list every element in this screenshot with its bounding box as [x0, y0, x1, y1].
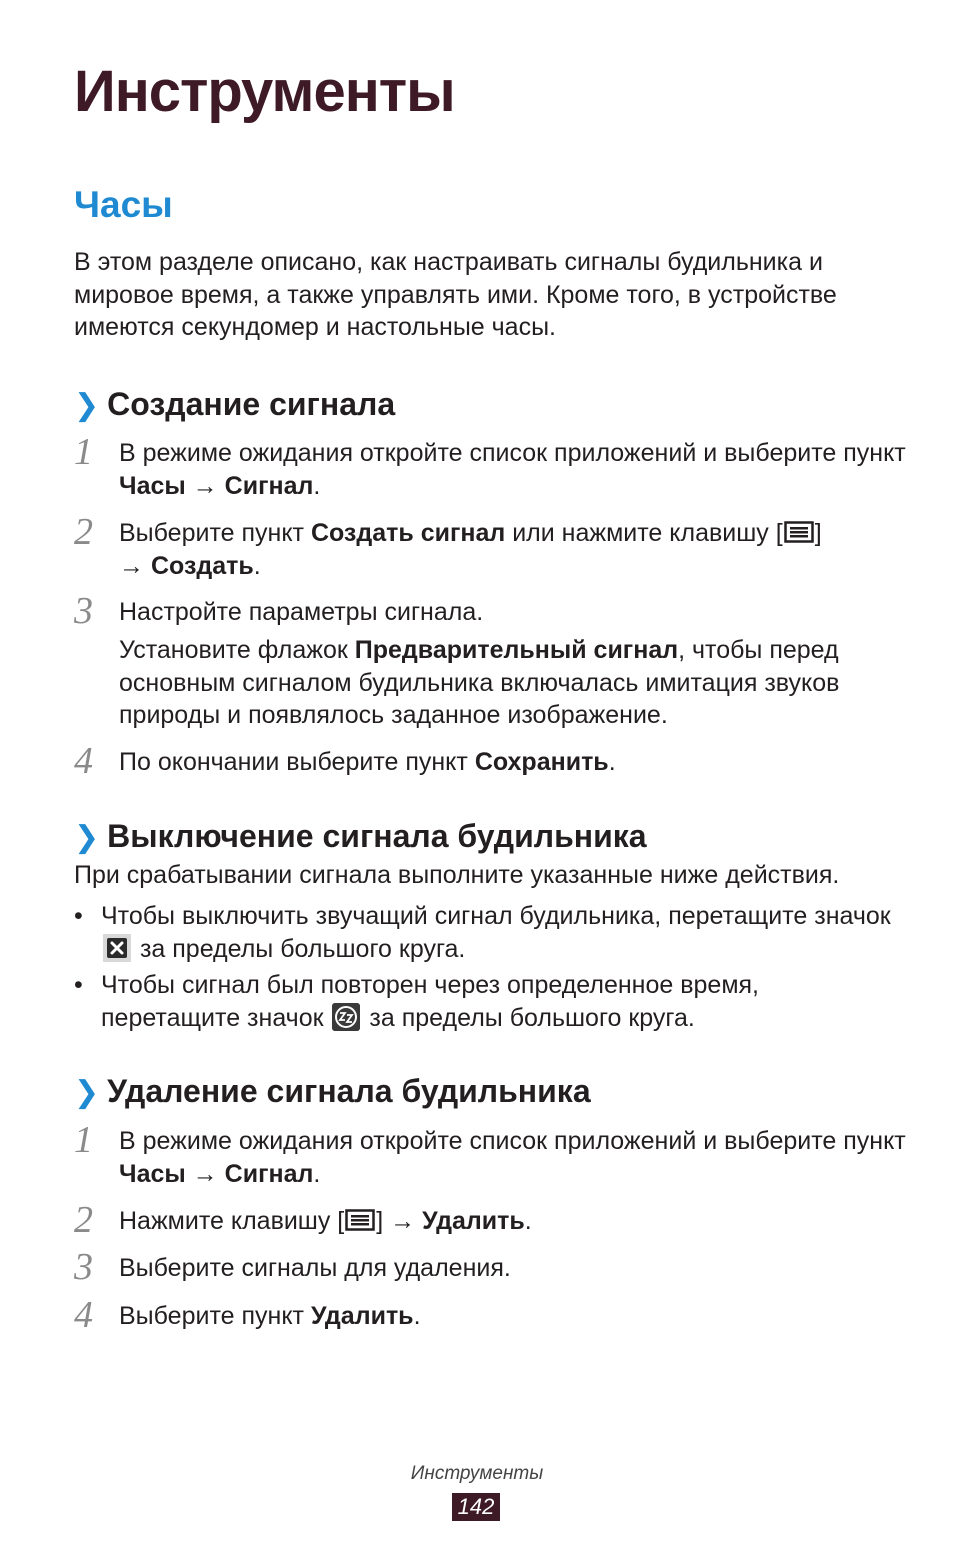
chapter-title: Инструменты	[74, 59, 455, 124]
menu-path-delete: Удалить	[310, 1302, 414, 1330]
period: .	[524, 1207, 532, 1235]
snooze-zz-icon	[332, 1003, 360, 1031]
subhead-create-label: Создание сигнала	[107, 386, 396, 422]
step-text: Установите флажок	[119, 636, 355, 664]
delete-step-1	[119, 1125, 909, 1190]
subhead-delete-alarm	[74, 1069, 591, 1115]
create-step-1	[119, 437, 909, 502]
step-text: По окончании выберите пункт	[119, 748, 475, 776]
bullet: •	[74, 971, 83, 999]
create-step-3-note	[119, 634, 909, 732]
step-text: В режиме ожидания откройте список приложений и выберите пункт	[119, 439, 906, 467]
menu-path-delete: Удалить	[422, 1207, 525, 1235]
chevron-right-icon: ❯	[74, 1076, 100, 1109]
menu-path-create-alarm: Создать сигнал	[310, 519, 506, 547]
stop-bullet-2	[101, 969, 901, 1034]
menu-path-save: Сохранить	[474, 748, 609, 776]
option-pre-alarm: Предварительный сигнал	[354, 636, 679, 664]
step-number: 4	[74, 1294, 93, 1336]
period: .	[253, 551, 261, 580]
create-step-2	[119, 517, 909, 582]
period: .	[313, 1159, 321, 1188]
subhead-create-alarm	[74, 382, 395, 428]
bullet-text: за пределы большого круга.	[133, 934, 466, 963]
step-number: 3	[74, 1246, 93, 1288]
intro-paragraph: В этом разделе описано, как настраивать сигналы будильника и мировое время, а также управлять ими. Кроме того, в устройстве имеются секундомер и настольные часы.	[74, 248, 837, 341]
bullet-text: Чтобы выключить звучащий сигнал будильника, перетащите значок	[101, 902, 891, 930]
delete-step-4	[119, 1300, 909, 1333]
section-title: Часы	[74, 184, 173, 225]
step-number: 4	[74, 740, 93, 782]
stop-lead-text: При срабатывании сигнала выполните указанные ниже действия.	[74, 861, 840, 889]
create-step-4	[119, 746, 909, 779]
menu-path-create: Создать	[150, 551, 254, 580]
delete-step-3: Выберите сигналы для удаления.	[119, 1254, 511, 1282]
subhead-stop-label: Выключение сигнала будильника	[107, 818, 647, 854]
chevron-right-icon: ❯	[74, 389, 100, 422]
menu-key-icon	[345, 1209, 375, 1231]
arrow: →	[185, 1159, 225, 1188]
subhead-stop-alarm	[74, 814, 647, 860]
step-text: В режиме ожидания откройте список приложений и выберите пункт	[119, 1127, 906, 1155]
step-text: Выберите пункт	[119, 1302, 311, 1330]
step-text: Выберите пункт	[119, 519, 311, 547]
arrow: →	[119, 551, 151, 580]
step-text: Нажмите клавишу [	[119, 1207, 345, 1235]
menu-key-icon	[784, 521, 814, 543]
delete-step-2	[119, 1205, 909, 1238]
chevron-right-icon: ❯	[74, 821, 100, 854]
step-text: или нажмите клавишу [	[505, 519, 783, 547]
menu-path-clock: Часы	[119, 1159, 186, 1188]
period: .	[608, 748, 616, 776]
arrow: ] →	[376, 1207, 423, 1235]
bullet-text: за пределы большого круга.	[362, 1003, 695, 1032]
arrow: →	[185, 471, 225, 500]
step-number: 2	[74, 1199, 93, 1241]
subhead-delete-label: Удаление сигнала будильника	[107, 1073, 591, 1109]
step-text: , чтобы перед основным сигналом будильника включалась имитация звуков природы и появлялось заданное изображение.	[119, 636, 840, 729]
period: .	[313, 471, 321, 500]
page-number: 142	[452, 1493, 500, 1521]
stop-bullet-1	[101, 900, 901, 965]
menu-path-alarm: Сигнал	[224, 1159, 314, 1188]
bullet: •	[74, 902, 83, 930]
bracket: ]	[814, 519, 822, 547]
menu-path-alarm: Сигнал	[224, 471, 314, 500]
step-number: 1	[74, 1119, 93, 1161]
menu-path-clock: Часы	[119, 471, 186, 500]
footer-chapter-label: Инструменты	[410, 1463, 544, 1484]
dismiss-x-icon	[103, 934, 131, 962]
step-number: 2	[74, 511, 93, 553]
period: .	[413, 1302, 421, 1330]
bullet-text: Чтобы сигнал был повторен через определенное время, перетащите значок	[101, 971, 759, 1032]
step-number: 3	[74, 590, 93, 632]
create-step-3: Настройте параметры сигнала.	[119, 598, 484, 626]
step-number: 1	[74, 431, 93, 473]
